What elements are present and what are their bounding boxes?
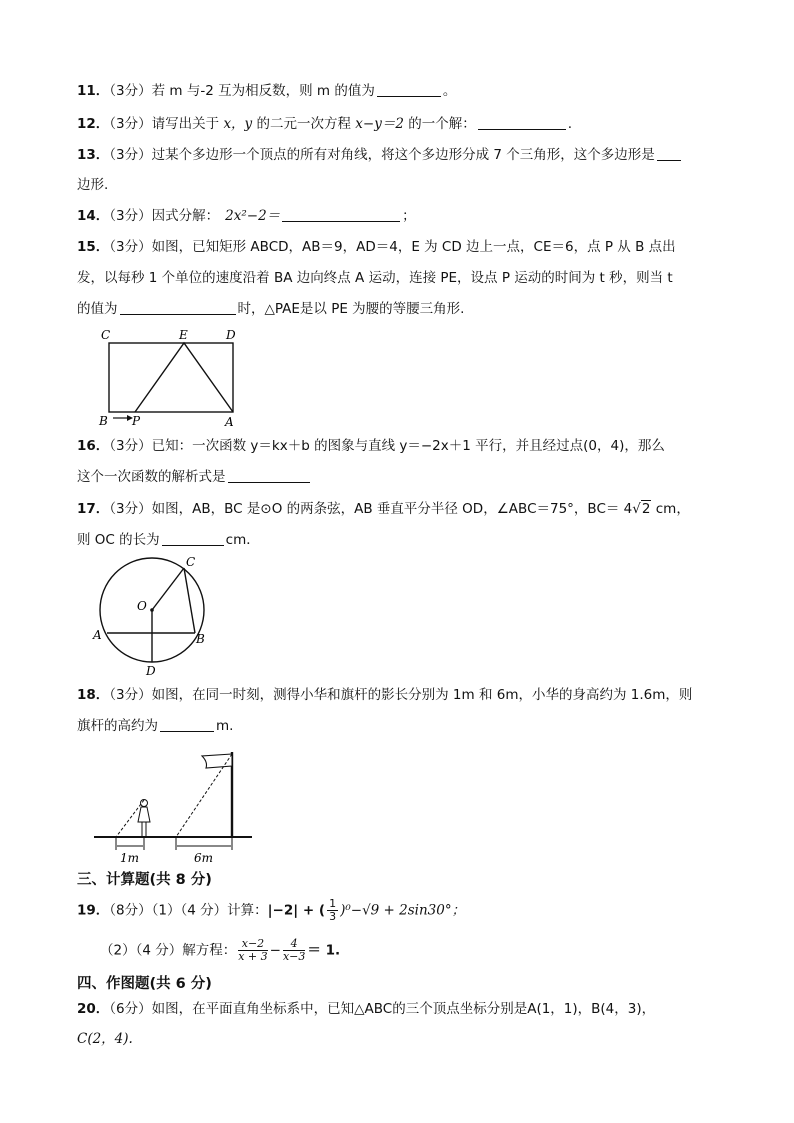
q12-end: . <box>567 116 573 132</box>
q15-line3a: 的值为 <box>77 301 118 317</box>
q11-number: 11． <box>77 83 110 99</box>
label-c: C <box>101 328 111 342</box>
q11-end: 。 <box>442 83 457 99</box>
section-3-heading: 三、计算题(共 8 分) <box>77 872 212 888</box>
triangle-pea <box>135 343 233 412</box>
q14-score: （3分） <box>109 208 152 224</box>
question-18 <box>77 686 692 704</box>
q16-line2: 这个一次函数的解析式是 <box>77 469 226 485</box>
section-4-heading: 四、作图题(共 6 分) <box>77 976 212 992</box>
q17-score: （3分） <box>109 501 152 517</box>
q17-answer-blank[interactable] <box>162 532 224 546</box>
q16-number: 16． <box>77 438 110 454</box>
flagpole-sunray <box>176 754 232 837</box>
q19-expr-a: |−2| + ( <box>267 902 326 919</box>
q12-text-c: 的一个解： <box>403 116 476 132</box>
label-a: A <box>93 628 102 642</box>
question-17 <box>77 500 690 518</box>
q19-f1-num: x−2 <box>238 938 267 951</box>
segment-oc <box>152 568 184 610</box>
q18-line2a: 旗杆的高约为 <box>77 718 158 734</box>
q18-answer-blank[interactable] <box>160 718 214 732</box>
q14-text: 因式分解： <box>151 208 220 224</box>
question-15 <box>77 238 676 256</box>
q19-score: （8分） <box>109 902 152 919</box>
q20-line2: C(2，4). <box>77 1031 133 1047</box>
q15-line3 <box>77 300 464 318</box>
label-e: E <box>179 328 188 342</box>
long-shadow-label: 6m <box>194 851 214 865</box>
q11-answer-blank[interactable] <box>377 83 441 97</box>
q20-line1: 如图，在平面直角坐标系中，已知△ABC的三个顶点坐标分别是A(1，1)，B(4，3)， <box>151 1001 656 1017</box>
q17-number: 17． <box>77 501 110 517</box>
label-a: A <box>225 415 234 429</box>
question-14 <box>77 207 416 225</box>
q19-frac-num: 1 <box>329 897 337 910</box>
q18-line2-row <box>77 717 233 735</box>
q15-line2: 发，以每秒 1 个单位的速度沿着 BA 边向终点 A 运动，连接 PE，设点 P 运动的时间为 t 秒，则当 t <box>77 270 673 286</box>
q15-score: （3分） <box>109 239 152 255</box>
q16-line2-row <box>77 468 312 486</box>
q12-answer-blank[interactable] <box>478 116 566 130</box>
q18-flagpole-figure <box>90 744 260 868</box>
q19-f2-num: 4 <box>283 938 305 951</box>
question-13 <box>77 146 683 164</box>
q19-part2-row <box>100 938 340 963</box>
q14-answer-blank[interactable] <box>282 208 400 222</box>
q12-number: 12． <box>77 116 110 132</box>
q18-score: （3分） <box>109 687 152 703</box>
q12-vars: x，y <box>223 116 253 132</box>
q17-line2-row <box>77 531 260 549</box>
q15-line1: 如图，已知矩形 ABCD，AB＝9，AD＝4，E 为 CD 边上一点，CE＝6，点 P 从 B 点出 <box>151 239 676 255</box>
q19-f1-den: x + 3 <box>238 950 268 963</box>
q15-rectangle-figure <box>95 326 245 432</box>
q15-answer-blank[interactable] <box>120 301 236 315</box>
q15-number: 15． <box>77 239 110 255</box>
rectangle-abcd <box>109 343 233 412</box>
q13-answer-blank[interactable] <box>657 147 681 161</box>
q19-number: 19． <box>77 902 110 919</box>
q19-fraction <box>327 898 338 923</box>
label-c: C <box>186 555 196 569</box>
q17-line2a: 则 OC 的长为 <box>77 532 160 548</box>
q20-score: （6分） <box>109 1001 152 1017</box>
q14-expression: 2x²−2＝ <box>225 208 281 224</box>
q17-circle-figure <box>88 553 218 683</box>
q16-answer-blank[interactable] <box>228 469 310 483</box>
q17-line1b: cm， <box>651 501 690 517</box>
question-20 <box>77 1000 655 1018</box>
short-shadow-label: 1m <box>120 851 140 865</box>
q12-text-a: 请写出关于 <box>151 116 224 132</box>
question-11 <box>77 82 456 100</box>
q17-line1a: 如图，AB，BC 是⊙O 的两条弦，AB 垂直平分半径 OD，∠ABC＝75°，BC＝ 4 <box>151 501 633 517</box>
q13-score: （3分） <box>109 147 152 163</box>
q12-equation: x−y＝2 <box>355 116 404 132</box>
q19-f2-den: x−3 <box>282 950 306 963</box>
question-12 <box>77 115 572 133</box>
person-sunray <box>116 800 144 837</box>
q19-frac-den: 3 <box>329 910 337 923</box>
q19-fraction-2 <box>283 938 305 963</box>
q17-radicand: 2 <box>641 501 651 517</box>
q12-text-b: 的二元一次方程 <box>252 116 356 132</box>
label-o: O <box>137 599 147 613</box>
q11-score: （3分） <box>109 83 152 99</box>
label-d: D <box>226 328 236 342</box>
question-16 <box>77 437 665 455</box>
label-d: D <box>146 664 156 678</box>
q19-eq-end: ＝ 1. <box>307 942 341 959</box>
q16-line1: 已知：一次函数 y＝kx＋b 的图象与直线 y＝−2x＋1 平行，并且经过点(0，4)，那么 <box>151 438 665 454</box>
q13-number: 13． <box>77 147 110 163</box>
question-19 <box>77 898 465 923</box>
q13-line2: 边形. <box>77 177 109 193</box>
q18-number: 18． <box>77 687 110 703</box>
sqrt-icon: √ <box>632 501 641 517</box>
q19-part1: （1）（4 分）计算： <box>151 902 268 919</box>
q20-number: 20． <box>77 1001 110 1017</box>
flag-icon <box>202 754 232 768</box>
q19-fraction-1 <box>238 938 267 963</box>
center-point <box>150 608 154 612</box>
label-b: B <box>99 414 108 428</box>
q12-score: （3分） <box>109 116 152 132</box>
q18-line2b: m. <box>216 718 234 734</box>
label-p: P <box>132 414 141 428</box>
q18-line1: 如图，在同一时刻，测得小华和旗杆的影长分别为 1m 和 6m，小华的身高约为 1.6m，则 <box>151 687 693 703</box>
label-b: B <box>196 632 205 646</box>
q15-line3b: 时，△PAE是以 PE 为腰的等腰三角形. <box>237 301 465 317</box>
q11-text: 若 m 与-2 互为相反数，则 m 的值为 <box>151 83 375 99</box>
q14-number: 14． <box>77 208 110 224</box>
q19-part2: （2）（4 分）解方程： <box>100 942 237 959</box>
q14-end: ； <box>402 208 416 224</box>
q13-line1: 过某个多边形一个顶点的所有对角线，将这个多边形分成 7 个三角形，这个多边形是 <box>151 147 655 163</box>
q19-minus: − <box>269 942 281 959</box>
q19-expr-b: )⁰−√9 + 2sin30°； <box>340 902 466 919</box>
q17-line2b: cm． <box>225 532 260 548</box>
q16-score: （3分） <box>109 438 152 454</box>
